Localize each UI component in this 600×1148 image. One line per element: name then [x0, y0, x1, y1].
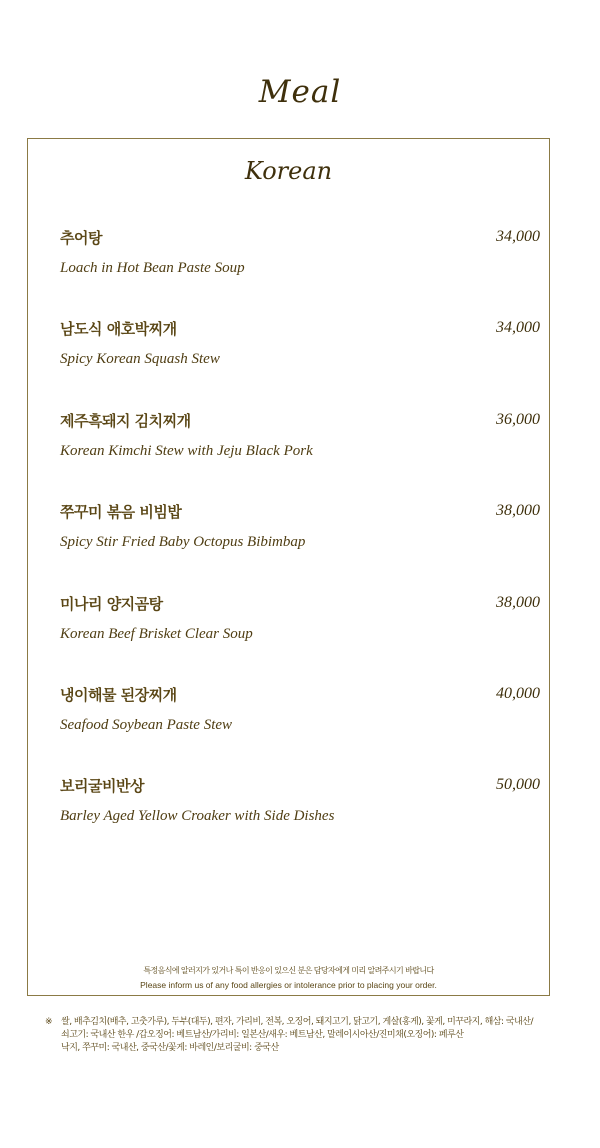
- menu-box: [27, 138, 550, 996]
- item-price: 38,000: [496, 594, 540, 611]
- menu-item: [60, 228, 540, 277]
- item-name-ko: 보리굴비반상: [60, 777, 144, 795]
- item-price: 36,000: [496, 411, 540, 428]
- item-price: 34,000: [496, 228, 540, 245]
- item-name-en: Barley Aged Yellow Croaker with Side Dishes: [60, 808, 335, 824]
- allergy-notice-en: Please inform us of any food allergies or intolerance prior to placing your order.: [140, 980, 437, 990]
- item-name-en: Spicy Stir Fried Baby Octopus Bibimbap: [60, 534, 306, 550]
- menu-item: [60, 319, 540, 368]
- menu-item: [60, 411, 540, 460]
- allergy-notice: [28, 965, 549, 991]
- reference-mark-icon: ※: [45, 1017, 53, 1027]
- origin-line: 쇠고기: 국내산 한우 /갑오징어: 베트남산/가리비: 일본산/새우: 베트남산, 말레이시아산/진미채(오징어): 페루산: [61, 1030, 464, 1040]
- allergy-notice-ko: 특정음식에 알러지가 있거나 특이 반응이 있으신 분은 담당자에게 미리 알려주시기 바랍니다: [143, 966, 434, 975]
- item-name-ko: 추어탕: [60, 229, 102, 247]
- menu-item: [60, 502, 540, 551]
- menu-item: [60, 594, 540, 643]
- menu-item: [60, 776, 540, 825]
- section-title: Korean: [244, 157, 333, 185]
- item-name-ko: 쭈꾸미 볶음 비빔밥: [60, 503, 182, 521]
- item-name-ko: 남도식 애호박찌개: [60, 320, 177, 338]
- item-price: 50,000: [496, 776, 540, 793]
- item-name-en: Loach in Hot Bean Paste Soup: [60, 260, 245, 276]
- item-name-ko: 냉이해물 된장찌개: [60, 686, 177, 704]
- item-price: 40,000: [496, 685, 540, 702]
- item-name-en: Korean Beef Brisket Clear Soup: [60, 626, 253, 642]
- item-name-en: Korean Kimchi Stew with Jeju Black Pork: [60, 443, 313, 459]
- item-name-ko: 제주흑돼지 김치찌개: [60, 412, 191, 430]
- item-name-en: Spicy Korean Squash Stew: [60, 351, 220, 367]
- item-name-ko: 미나리 양지곰탕: [60, 595, 163, 613]
- item-price: 34,000: [496, 319, 540, 336]
- item-name-en: Seafood Soybean Paste Stew: [60, 717, 233, 733]
- page-title: Meal: [258, 74, 342, 110]
- origin-line: 쌀, 배추김치(배추, 고춧가루), 두부(대두), 편자, 가리비, 전복, 오징어, 돼지고기, 닭고기, 게살(홍게), 꽃게, 미꾸라지, 해삼: 국내산/: [61, 1017, 533, 1027]
- item-price: 38,000: [496, 502, 540, 519]
- origin-line: 낙지, 쭈꾸미: 국내산, 중국산/꽃게: 바레인/보리굴비: 중국산: [61, 1043, 279, 1053]
- origin-note: [45, 1016, 565, 1055]
- menu-item: [60, 685, 540, 734]
